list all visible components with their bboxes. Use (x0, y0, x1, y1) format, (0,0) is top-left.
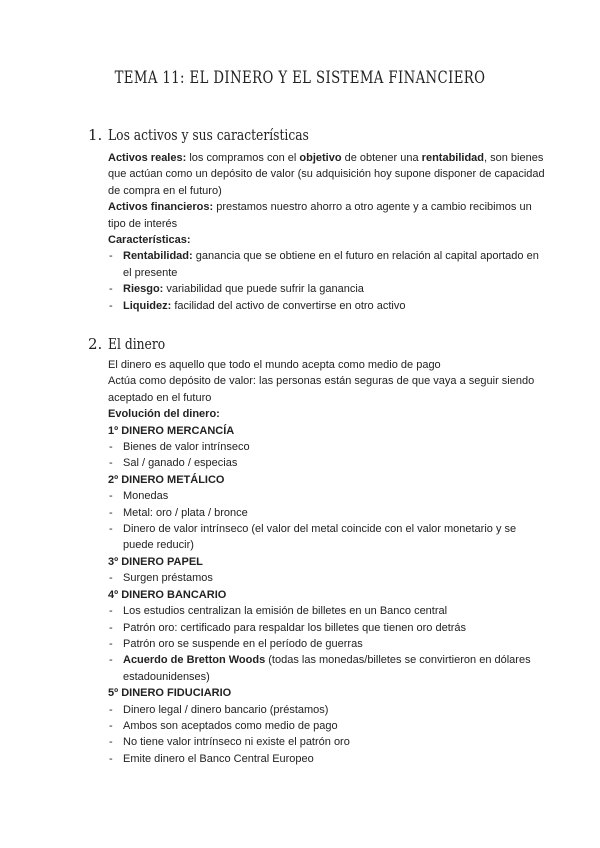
subsection-heading: 5º DINERO FIDUCIARIO (108, 687, 232, 700)
bold-term: rentabilidad (421, 152, 485, 164)
section-title: Los activos y sus características (108, 126, 309, 144)
item-label: Liquidez: (123, 299, 172, 312)
subsection-heading: 2º DINERO METÁLICO (108, 473, 225, 486)
list-item: - Patrón oro: certificado para respaldar los billetes que tienen oro detrás (108, 620, 548, 636)
list-item: - Sal / ganado / especias (108, 455, 548, 471)
activos-financieros-paragraph (108, 199, 548, 232)
paragraph: Actúa como depósito de valor: las personas están seguras de que vaya a seguir siendo aceptado en el futuro (108, 375, 535, 404)
section-number: 2. (88, 335, 103, 353)
paragraph: El dinero es aquello que todo el mundo acepta como medio de pago (108, 359, 441, 371)
section-2-body (108, 357, 548, 767)
list-item: - Metal: oro / plata / bronce (108, 505, 548, 521)
list-item: - Dinero legal / dinero bancario (préstamos) (108, 702, 548, 718)
section-1-body (108, 150, 548, 314)
text-run: prestamos nuestro ahorro a otro agente y a cambio recibimos un tipo de interés (108, 201, 532, 230)
list-item: - Monedas (108, 488, 548, 504)
caracteristicas-list (108, 248, 548, 314)
item-text: variabilidad que puede sufrir la ganancia (163, 283, 364, 296)
item-text: (todas las monedas/billetes se convirtieron en dólares estadounidenses) (123, 654, 531, 683)
list-item: - Los estudios centralizan la emisión de billetes en un Banco central (108, 603, 548, 619)
section-number: 1. (88, 126, 103, 144)
list-item (108, 298, 548, 314)
list-item: - Surgen préstamos (108, 570, 548, 586)
text-run: los compramos con el (186, 152, 300, 164)
list-item (108, 281, 548, 297)
text-run: de obtener una (341, 152, 422, 164)
section-1-heading (88, 126, 353, 144)
list-item: - Emite dinero el Banco Central Europeo (108, 751, 548, 767)
item-label: Riesgo: (123, 283, 164, 296)
item-label: Rentabilidad: (123, 250, 193, 263)
activos-reales-paragraph (108, 150, 548, 199)
activos-financieros-label: Activos financieros: (108, 201, 214, 214)
subsection-heading: 3º DINERO PAPEL (108, 555, 203, 568)
section-2-heading (88, 335, 178, 353)
evolucion-label: Evolución del dinero: (108, 408, 220, 421)
list (108, 488, 548, 554)
page-title: TEMA 11: EL DINERO Y EL SISTEMA FINANCIERO (114, 68, 486, 88)
list (108, 603, 548, 685)
item-text: ganancia que se obtiene en el futuro en relación al capital aportado en el presente (123, 250, 539, 279)
item-text: facilidad del activo de convertirse en otro activo (171, 299, 406, 312)
bold-term: objetivo (299, 152, 342, 164)
list-item: - Bienes de valor intrínseco (108, 439, 548, 455)
list-item: - No tiene valor intrínseco ni existe el patrón oro (108, 734, 548, 750)
list (108, 439, 548, 472)
list-item: - Patrón oro se suspende en el período de guerras (108, 636, 548, 652)
activos-reales-label: Activos reales: (108, 152, 187, 164)
list (108, 702, 548, 768)
list-item (108, 652, 548, 685)
list-item: - Ambos son aceptados como medio de pago (108, 718, 548, 734)
text-run: , son bienes que actúan como un depósito de valor (su adquisición hoy supone disponer de capacidad de compra en el futuro) (108, 152, 545, 197)
list-item (108, 248, 548, 281)
list-item: - Dinero de valor intrínseco (el valor del metal coincide con el valor monetario y se puede reducir) (108, 521, 548, 554)
subsection-heading: 4º DINERO BANCARIO (108, 588, 227, 601)
subsection-heading: 1º DINERO MERCANCÍA (108, 424, 235, 437)
caracteristicas-label: Características: (108, 234, 191, 247)
bold-term: Acuerdo de Bretton Woods (123, 654, 266, 667)
list (108, 570, 548, 586)
section-title: El dinero (108, 335, 166, 353)
